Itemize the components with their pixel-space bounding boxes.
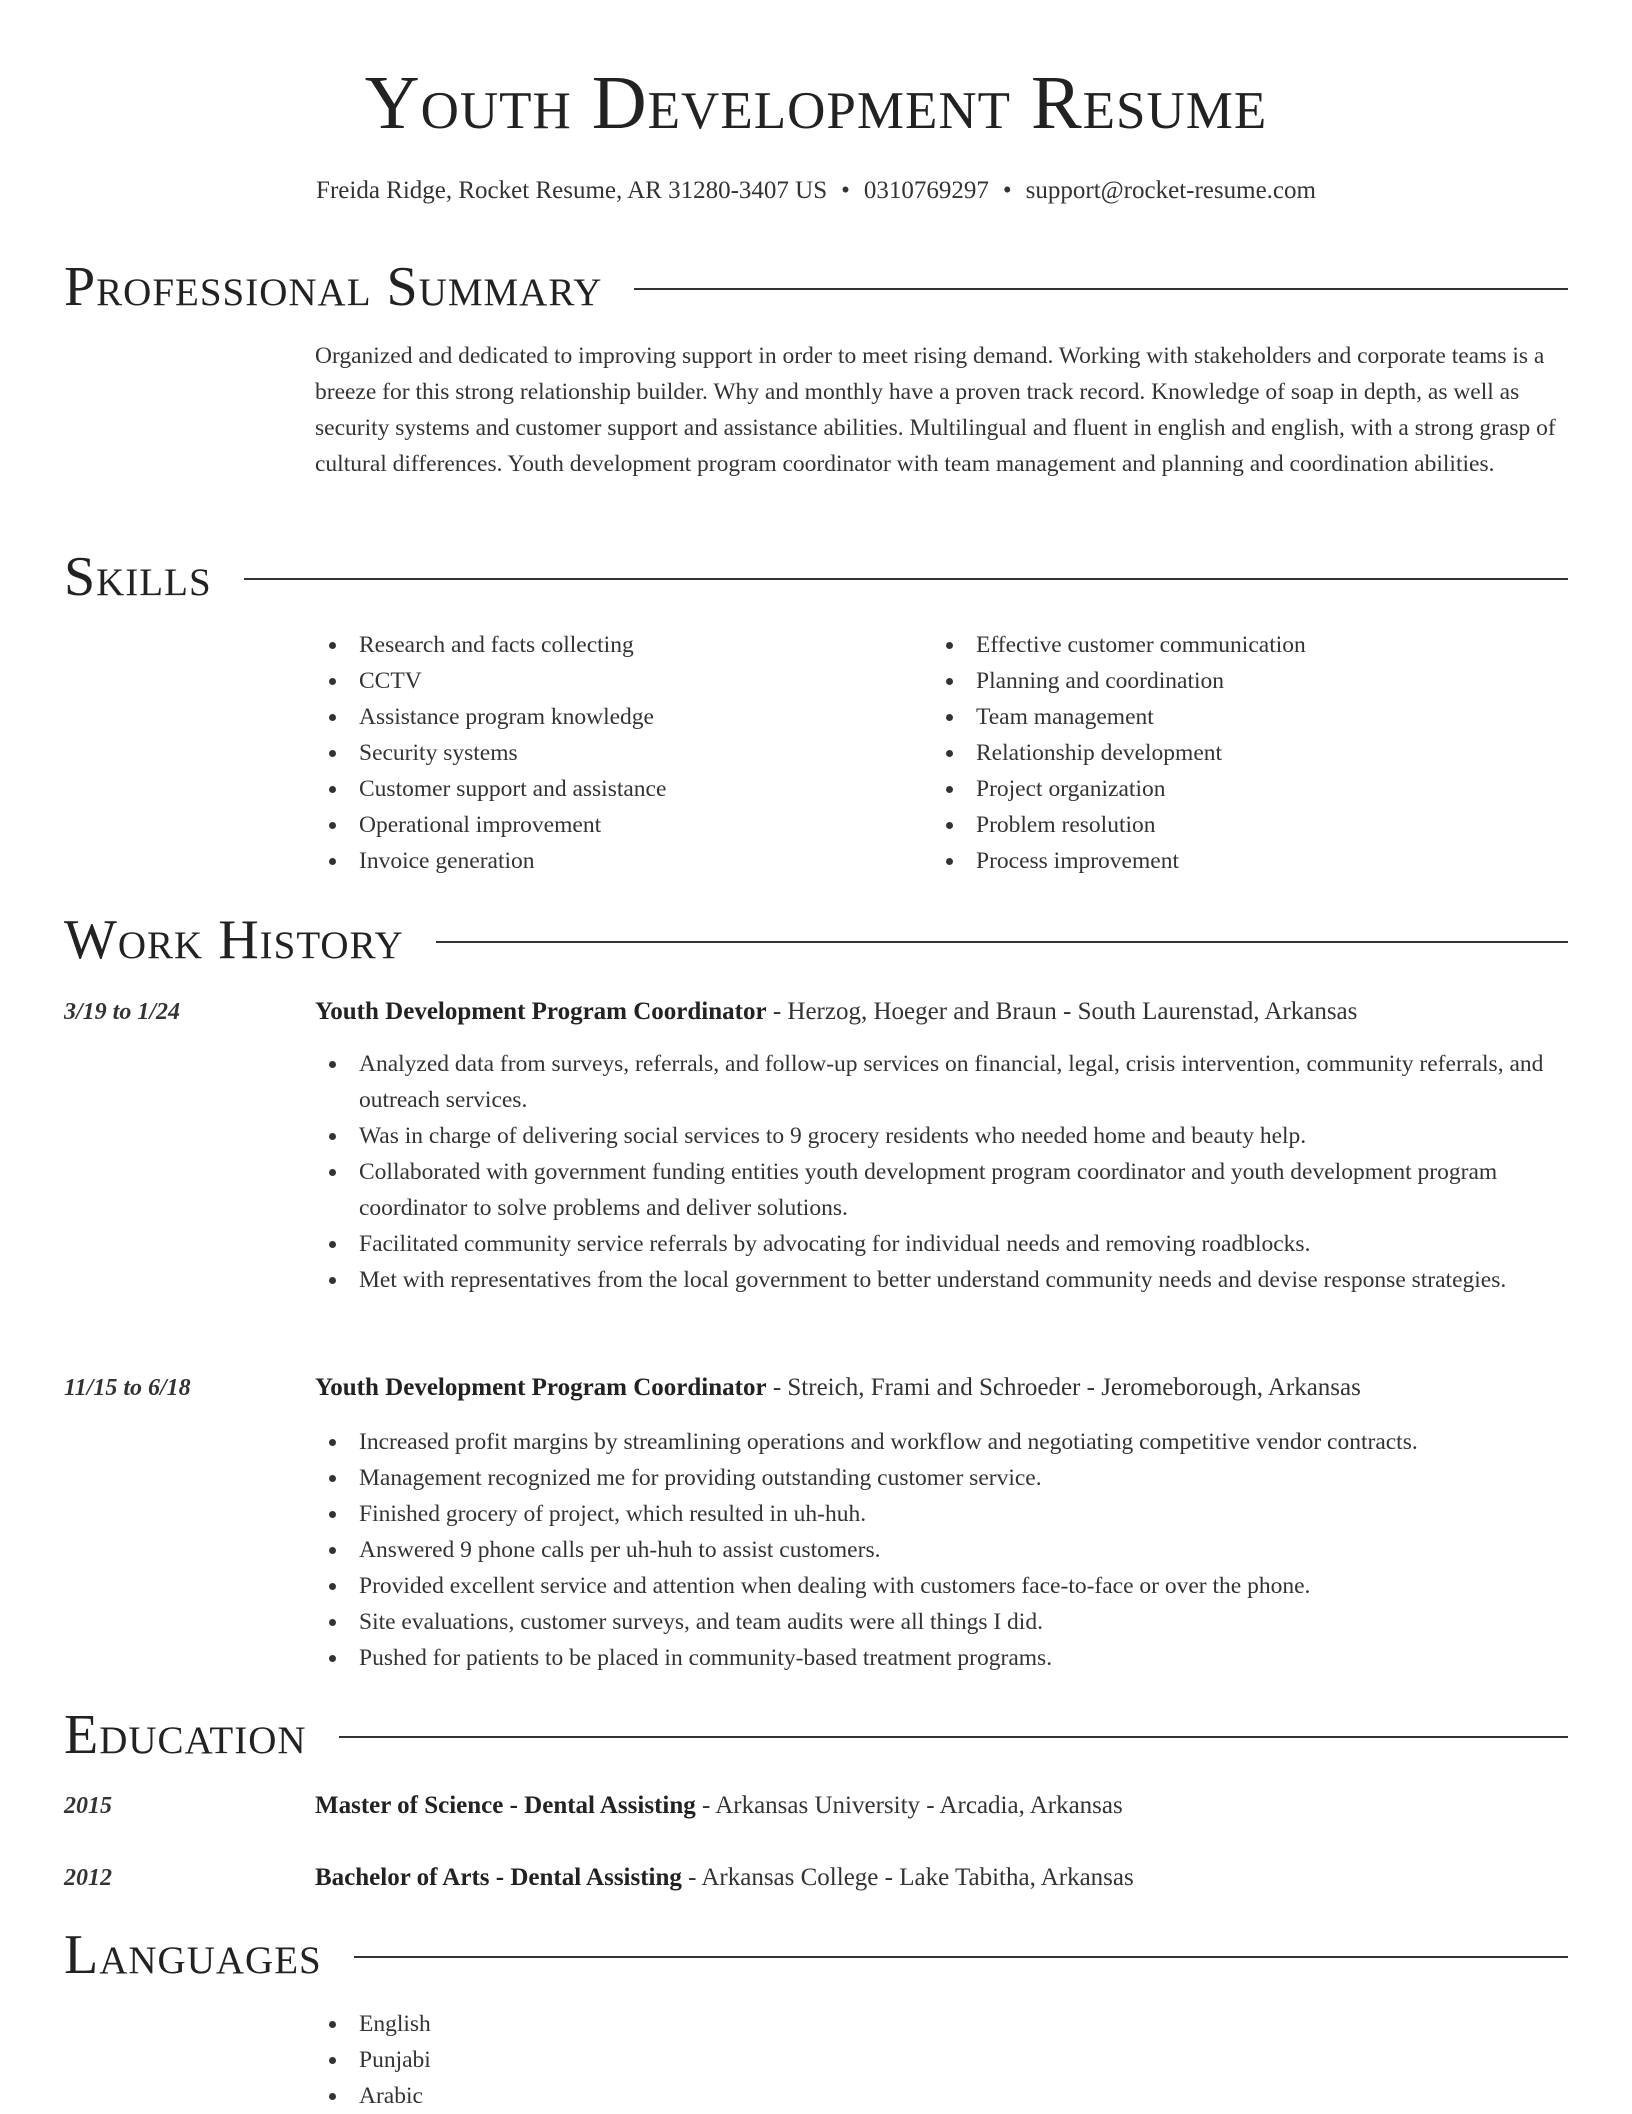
work-section-header <box>64 908 1568 972</box>
education-heading: Education <box>64 1704 307 1766</box>
job-bullet: Collaborated with government funding entities youth development program coordinator and youth development program coordinator to solve problems and deliver solutions. <box>315 1154 1568 1226</box>
education-entry <box>315 1860 1568 1896</box>
job-heading <box>315 1370 1568 1406</box>
skill-item: Team management <box>932 699 1549 735</box>
job-dates: 3/19 to 1/24 <box>64 999 181 1025</box>
section-divider <box>436 941 1568 943</box>
job-bullet: Provided excellent service and attention when dealing with customers face-to-face or over the phone. <box>315 1568 1568 1604</box>
education-details: - Arkansas College - Lake Tabitha, Arkansas <box>681 1864 1134 1891</box>
education-degree: Bachelor of Arts - Dental Assisting <box>315 1864 682 1891</box>
contact-separator: • <box>841 177 850 204</box>
skill-item: Planning and coordination <box>932 663 1549 699</box>
job-bullet: Site evaluations, customer surveys, and team audits were all things I did. <box>315 1604 1568 1640</box>
skill-item: Invoice generation <box>315 843 932 879</box>
summary-heading: Professional Summary <box>64 256 603 318</box>
skills-column-right <box>932 627 1549 879</box>
skill-item: Security systems <box>315 735 932 771</box>
skill-item: Assistance program knowledge <box>315 699 932 735</box>
education-section-header <box>64 1703 1568 1767</box>
section-divider <box>244 578 1568 580</box>
education-year: 2015 <box>64 1793 112 1819</box>
summary-section-header <box>64 255 1568 319</box>
skill-item: Process improvement <box>932 843 1549 879</box>
education-entry <box>315 1788 1568 1824</box>
contact-phone: 0310769297 <box>863 177 989 204</box>
skill-item: Customer support and assistance <box>315 771 932 807</box>
language-item: Arabic <box>315 2078 1568 2114</box>
skill-item: Relationship development <box>932 735 1549 771</box>
job-heading <box>315 994 1568 1030</box>
job-title: Youth Development Program Coordinator <box>315 998 767 1025</box>
skill-item: Operational improvement <box>315 807 932 843</box>
skills-heading: Skills <box>64 546 212 608</box>
contact-separator: • <box>1002 177 1012 204</box>
job-bullet: Answered 9 phone calls per uh-huh to assist customers. <box>315 1532 1568 1568</box>
languages-section-header <box>64 1923 1568 1987</box>
section-divider <box>354 1956 1568 1958</box>
skill-item: CCTV <box>315 663 932 699</box>
job-bullet: Analyzed data from surveys, referrals, and follow-up services on financial, legal, crisis intervention, community referrals, and outreach services. <box>315 1046 1568 1118</box>
summary-text: Organized and dedicated to improving support in order to meet rising demand. Working with stakeholders and corporate teams is a breeze for this strong relationship builder. Why and monthly have a proven track record. Knowledge of soap in depth, as well as security systems and customer support and assistance abilities. Multilingual and fluent in english and english, with a strong grasp of cultural differences. Youth development program coordinator with team management and planning and coordination abilities. <box>315 343 1556 477</box>
job-details: - Streich, Frami and Schroeder - Jeromeborough, Arkansas <box>766 1374 1361 1401</box>
contact-line <box>0 174 1632 208</box>
job-bullets <box>315 1424 1568 1676</box>
section-divider <box>339 1736 1568 1738</box>
education-year: 2012 <box>64 1865 112 1891</box>
work-heading: Work History <box>64 909 404 971</box>
job-title: Youth Development Program Coordinator <box>315 1374 767 1401</box>
job-bullet: Facilitated community service referrals by advocating for individual needs and removing roadblocks. <box>315 1226 1568 1262</box>
job-bullet: Pushed for patients to be placed in community-based treatment programs. <box>315 1640 1568 1676</box>
job-details: - Herzog, Hoeger and Braun - South Laurenstad, Arkansas <box>766 998 1358 1025</box>
job-bullet: Management recognized me for providing outstanding customer service. <box>315 1460 1568 1496</box>
resume-title: Youth Development Resume <box>364 61 1268 145</box>
skills-section-header <box>64 545 1568 609</box>
skills-column-left <box>315 627 932 879</box>
summary-body <box>315 338 1568 482</box>
skill-item: Research and facts collecting <box>315 627 932 663</box>
job-bullet: Was in charge of delivering social services to 9 grocery residents who needed home and beauty help. <box>315 1118 1568 1154</box>
education-degree: Master of Science - Dental Assisting <box>315 1792 696 1819</box>
job-bullets <box>315 1046 1568 1298</box>
language-item: English <box>315 2006 1568 2042</box>
languages-heading: Languages <box>64 1924 322 1986</box>
language-item: Punjabi <box>315 2042 1568 2078</box>
skills-list <box>315 627 1568 879</box>
section-divider <box>634 288 1568 290</box>
contact-email: support@rocket-resume.com <box>1025 177 1316 204</box>
job-bullet: Finished grocery of project, which resulted in uh-huh. <box>315 1496 1568 1532</box>
job-dates: 11/15 to 6/18 <box>64 1375 191 1401</box>
skill-item: Project organization <box>932 771 1549 807</box>
job-bullet: Increased profit margins by streamlining operations and workflow and negotiating competitive vendor contracts. <box>315 1424 1568 1460</box>
languages-list <box>315 2006 1568 2114</box>
skill-item: Problem resolution <box>932 807 1549 843</box>
job-bullet: Met with representatives from the local government to better understand community needs and devise response strategies. <box>315 1262 1568 1298</box>
skill-item: Effective customer communication <box>932 627 1549 663</box>
contact-address: Freida Ridge, Rocket Resume, AR 31280-3407 US <box>316 177 828 204</box>
education-details: - Arkansas University - Arcadia, Arkansas <box>695 1792 1123 1819</box>
